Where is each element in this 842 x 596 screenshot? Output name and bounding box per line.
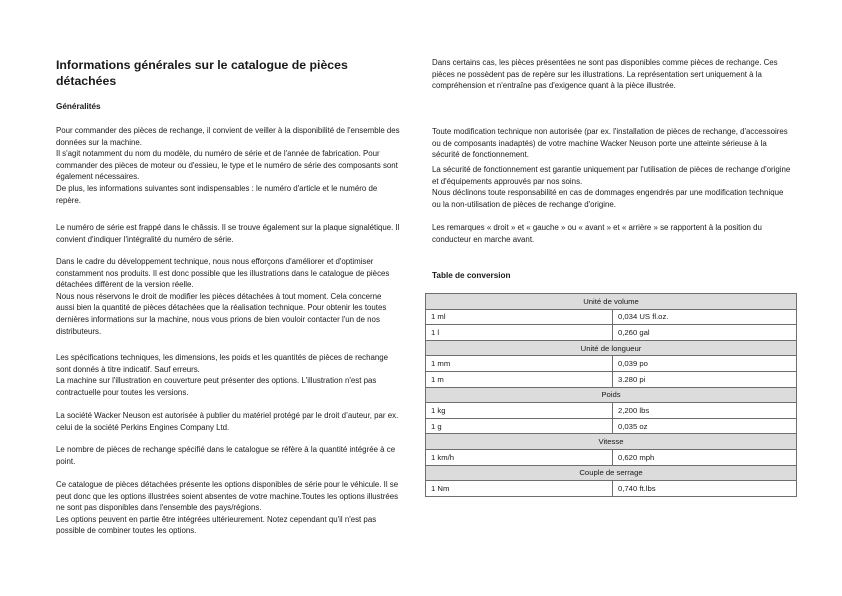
unit-cell: 1 Nm — [426, 481, 613, 497]
group-length: Unité de longueur — [426, 340, 797, 356]
table-group-row — [426, 434, 797, 450]
value-cell: 2,200 lbs — [613, 403, 797, 419]
value-cell: 0,260 gal — [613, 325, 797, 341]
table-group-row — [426, 294, 797, 310]
conversion-table-heading: Table de conversion — [432, 271, 511, 280]
group-volume: Unité de volume — [426, 294, 797, 310]
table-row — [426, 371, 797, 387]
group-speed: Vitesse — [426, 434, 797, 450]
group-weight: Poids — [426, 387, 797, 403]
table-row — [426, 449, 797, 465]
paragraph-development: Dans le cadre du développement technique, nous nous efforçons d'améliorer et d'optimiser constamment nos produits. Il est donc possible que les illustrations dans le catalogue de pièces détachées diffèrent de la version réelle. Nous nous réservons le droit de modifier les pièces détachées à tout moment. Cela concerne aussi bien la quantité de pièces détachées que la réalisation technique. Pour obtenir les toutes dernières informations sur la machine, nous vous prions de bien vouloir contacter l'un de nos distributeurs. — [56, 257, 390, 336]
paragraph-copyright: La société Wacker Neuson est autorisée à publier du matériel protégé par le droit d’auteur, par ex. celui de la société Perkins Engines Company Ltd. — [56, 411, 399, 432]
table-group-row — [426, 465, 797, 481]
section-heading-generalites: Généralités — [56, 102, 101, 111]
conversion-table — [425, 293, 797, 497]
table-row — [426, 325, 797, 341]
paragraph-operational-safety: La sécurité de fonctionnement est garantie uniquement par l'utilisation de pièces de rechange d'origine et d'équipements approuvés par nos soins. Nous déclinons toute responsabilité en cas de dommages engendrés par une modification technique ou la non-utilisation de pièces de rechange d'origine. — [432, 165, 791, 209]
value-cell: 0,035 oz — [613, 418, 797, 434]
value-cell: 0,740 ft.lbs — [613, 481, 797, 497]
unit-cell: 1 g — [426, 418, 613, 434]
unit-cell: 1 km/h — [426, 449, 613, 465]
unit-cell: 1 ml — [426, 309, 613, 325]
table-group-row — [426, 340, 797, 356]
table-row — [426, 356, 797, 372]
paragraph-quantity: Le nombre de pièces de rechange spécifié dans le catalogue se réfère à la quantité intégrée à ce point. — [56, 445, 396, 466]
value-cell: 0,620 mph — [613, 449, 797, 465]
paragraph-options: Ce catalogue de pièces détachées présente les options disponibles de série pour le véhicule. Il se peut donc que les options illustrées soient absentes de votre machine.Toutes les options illustrées ne sont pas disponibles dans l'ensemble des pays/régions. Les options peuvent en partie être intégrées ultérieurement. Notez cependant qu'il n'est pas possible de combiner toutes les options. — [56, 480, 399, 536]
page-title: Informations générales sur le catalogue de pièces détachées — [56, 58, 348, 88]
table-row — [426, 418, 797, 434]
table-row — [426, 481, 797, 497]
value-cell: 0,039 po — [613, 356, 797, 372]
table-row — [426, 403, 797, 419]
unit-cell: 1 l — [426, 325, 613, 341]
group-torque: Couple de serrage — [426, 465, 797, 481]
value-cell: 3.280 pi — [613, 371, 797, 387]
unit-cell: 1 m — [426, 371, 613, 387]
paragraph-ordering: Pour commander des pièces de rechange, il convient de veiller à la disponibilité de l'ensemble des données sur la machine. Il s'agit notamment du nom du modèle, du numéro de série et de l'année de fabrication. Pour commander des pièces de moteur ou d'essieu, le type et le numéro de série des composants sont également nécessaires. De plus, les informations suivantes sont indispensables : le numéro d'article et le numéro de repère. — [56, 126, 400, 205]
paragraph-serial-number: Le numéro de série est frappé dans le châssis. Il se trouve également sur la plaque signalétique. Il convient d'indiquer l'intégralité du numéro de série. — [56, 223, 400, 244]
table-group-row — [426, 387, 797, 403]
table-row — [426, 309, 797, 325]
paragraph-unauthorized-modification: Toute modification technique non autorisée (par ex. l'installation de pièces de rechange, d'accessoires ou de composants inadaptés) de votre machine Wacker Neuson porte une atteinte sérieuse à la sécurité de fonctionnement. — [432, 127, 788, 160]
unit-cell: 1 kg — [426, 403, 613, 419]
paragraph-directions: Les remarques « droit » et « gauche » ou « avant » et « arrière » se rapportent à la position du conducteur en marche avant. — [432, 223, 762, 244]
value-cell: 0,034 US fl.oz. — [613, 309, 797, 325]
unit-cell: 1 mm — [426, 356, 613, 372]
paragraph-specifications: Les spécifications techniques, les dimensions, les poids et les quantités de pièces de rechange sont donnés à titre indicatif. Sauf erreurs. La machine sur l'illustration en couverture peut présenter des options. L'illustration n'est pas contractuelle pour toutes les versions. — [56, 353, 389, 397]
paragraph-unavailable-parts: Dans certains cas, les pièces présentées ne sont pas disponibles comme pièces de rechange. Ces pièces ne possèdent pas de repère sur les illustrations. La représentation sert uniquement à la compréhension et n'entraîne pas d'exigence quant à la pièce illustrée. — [432, 58, 778, 91]
